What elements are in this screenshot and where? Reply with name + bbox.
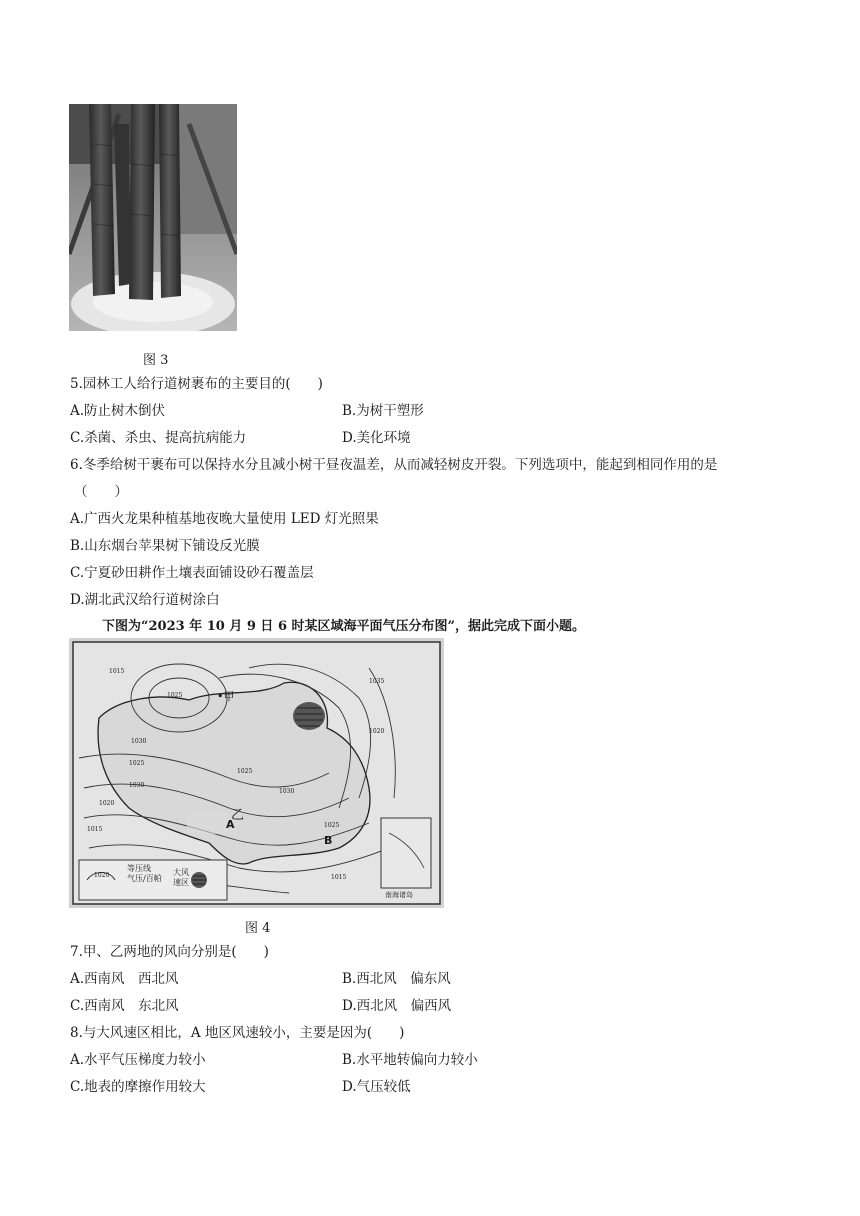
label-jia: •甲: [217, 690, 235, 703]
isobar-label: 1030: [131, 738, 147, 745]
isobar-label: 1015: [331, 874, 347, 881]
q6-option-c[interactable]: C.宁夏砂田耕作土壤表面铺设砂石覆盖层: [70, 565, 314, 581]
wind-zone: [293, 702, 325, 730]
isobar-label: 1015: [109, 668, 125, 675]
q6-option-d[interactable]: D.湖北武汉给行道树涂白: [70, 592, 220, 608]
tree-photo: [69, 104, 237, 331]
label-yi: 乙: [231, 808, 245, 823]
q5-stem: 5.园林工人给行道树裹布的主要目的( ): [70, 376, 323, 392]
q7-option-d[interactable]: D.西北风 偏西风: [342, 998, 452, 1014]
isobar-label: 1025: [167, 692, 183, 699]
pressure-map-drawing: [69, 638, 444, 908]
label-b: B: [324, 834, 333, 847]
q5-option-b[interactable]: B.为树干塑形: [342, 403, 424, 419]
q7-stem: 7.甲、乙两地的风向分别是( ): [70, 944, 269, 960]
inset-label: 南海诸岛: [385, 891, 413, 899]
isobar-label: 1025: [129, 760, 145, 767]
isobar-label: 1020: [99, 800, 115, 807]
q8-option-d[interactable]: D.气压较低: [342, 1079, 411, 1095]
q6-stem-cont: （ ）: [74, 484, 128, 500]
q8-stem: 8.与大风速区相比，A 地区风速较小，主要是因为( ): [70, 1025, 405, 1041]
isobar-label: 1030: [129, 782, 145, 789]
q7-option-a[interactable]: A.西南风 西北风: [70, 971, 179, 987]
label-a: A: [226, 818, 235, 831]
q6-option-b[interactable]: B.山东烟台苹果树下铺设反光膜: [70, 538, 260, 554]
q8-option-b[interactable]: B.水平地转偏向力较小: [342, 1052, 478, 1068]
q8-option-a[interactable]: A.水平气压梯度力较小: [70, 1052, 206, 1068]
map-intro: 下图为“2023 年 10 月 9 日 6 时某区域海平面气压分布图”，据此完成下面小题。: [102, 619, 585, 634]
q5-option-a[interactable]: A.防止树木倒伏: [70, 403, 166, 419]
isobar-label: 1025: [324, 822, 340, 829]
isobar-label: 1035: [369, 678, 385, 685]
q5-option-c[interactable]: C.杀菌、杀虫、提高抗病能力: [70, 430, 247, 446]
q8-option-c[interactable]: C.地表的摩擦作用较大: [70, 1079, 206, 1095]
q5-option-d[interactable]: D.美化环境: [342, 430, 411, 446]
q6-stem: 6.冬季给树干裹布可以保持水分且减小树干昼夜温差，从而减轻树皮开裂。下列选项中，能起到相同作用的是: [70, 457, 718, 473]
isobar-label: 1030: [279, 788, 295, 795]
tree-photo-drawing: [69, 104, 237, 331]
q6-option-a[interactable]: A.广西火龙果种植基地夜晚大量使用 LED 灯光照果: [70, 511, 379, 527]
q7-option-c[interactable]: C.西南风 东北风: [70, 998, 179, 1014]
legend-isobar-label: 等压线 气压/百帕: [127, 864, 162, 883]
figure4-caption: 图 4: [245, 921, 271, 936]
isobar-label: 1025: [237, 768, 253, 775]
legend-wind-label: 大风 速区: [173, 868, 189, 887]
isobar-label: 1020: [369, 728, 385, 735]
pressure-map: [69, 638, 444, 908]
isobar-label: 1015: [87, 826, 103, 833]
q7-option-b[interactable]: B.西北风 偏东风: [342, 971, 451, 987]
figure3-caption: 图 3: [143, 353, 169, 368]
legend-isobar-sample: 1020: [94, 872, 110, 879]
